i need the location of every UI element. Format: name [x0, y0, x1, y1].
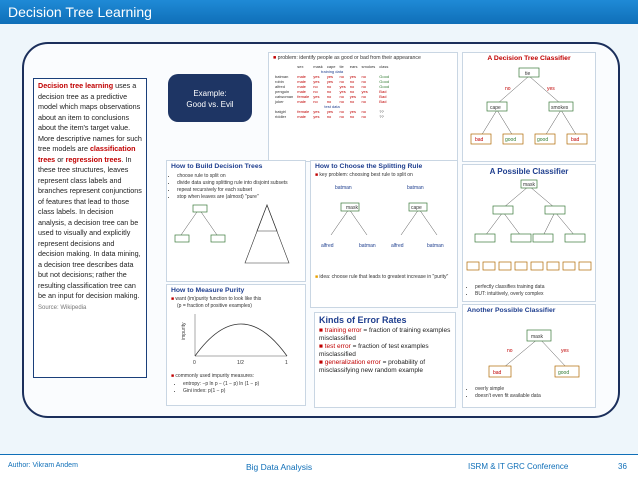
- possible-title: A Possible Classifier: [489, 167, 569, 176]
- purity-want: ■ want (im)purity function to look like this: [171, 296, 262, 302]
- purity-measures: • entropy: −p ln p − (1 − p) ln (1 − p) • Gini index: p(1 − p): [183, 381, 305, 395]
- footer-title: Big Data Analysis: [246, 462, 313, 472]
- purity-ylabel: impurity: [181, 322, 187, 340]
- training-label: training data: [321, 69, 344, 74]
- svg-text:cape: cape: [411, 205, 422, 211]
- svg-text:batman: batman: [427, 243, 444, 249]
- possible-list: • perfectly classifies training data • BUT: intuitively, overly complex: [475, 284, 595, 298]
- svg-text:no: no: [507, 348, 513, 354]
- table-row: joker male no no no no no Bad: [275, 99, 387, 104]
- svg-text:mask: mask: [346, 205, 358, 211]
- svg-text:mask: mask: [531, 334, 543, 340]
- another-card: [462, 304, 596, 408]
- footer-author: Author: Vikram Andem: [8, 462, 78, 469]
- purity-tick: 1: [285, 360, 288, 366]
- svg-text:batman: batman: [335, 185, 352, 191]
- classifier-card: [462, 52, 596, 162]
- build-title: How to Build Decision Trees: [171, 163, 263, 170]
- svg-text:good: good: [558, 370, 570, 376]
- problem-table: [273, 64, 391, 119]
- split-idea: ■ idea: choose rule that leads to greatest increase in "purity": [315, 274, 449, 280]
- svg-text:batman: batman: [407, 185, 424, 191]
- svg-text:no: no: [505, 86, 511, 92]
- table-row: alfred male no no yes no no Good: [275, 84, 390, 89]
- slide-title: Decision Tree Learning: [0, 0, 638, 24]
- purity-card: [166, 284, 306, 406]
- svg-text:yes: yes: [547, 86, 555, 92]
- footer: [0, 454, 638, 480]
- purity-tick: 1/2: [237, 360, 244, 366]
- svg-text:bad: bad: [493, 370, 502, 376]
- description-text: Decision tree learning uses a decision tree as a predictive model which maps observations about an item to conclusions about the item's target value. More descriptive names for such tree models are classification trees or regression trees. In these tree structures, leaves represent class labels and branches represent conjunctions of features that lead to those class labels. In decision analysis, a decision tree can be used to visually and explicitly represent decisions and decision making. In data mining, a decision tree describes data but not decisions; rather the resulting classification tree can be an input for decision making. Source: Wikipedia: [33, 78, 147, 378]
- term-classification-trees: classification trees: [38, 144, 136, 164]
- svg-text:yes: yes: [561, 348, 569, 354]
- purity-graph: [167, 310, 305, 368]
- svg-text:alfred: alfred: [321, 243, 334, 249]
- build-diagram: [167, 201, 305, 273]
- another-list: • overly simple • doesn't even fit available data: [475, 386, 595, 400]
- table-row: catwoman female yes no no yes no Bad: [275, 94, 387, 99]
- split-key: ■ key problem: choosing best rule to split on: [315, 172, 413, 178]
- purity-tick: 0: [193, 360, 196, 366]
- term-regression-trees: regression trees: [65, 154, 122, 164]
- classifier-title: A Decision Tree Classifier: [487, 55, 571, 62]
- test-label: test data: [324, 104, 340, 109]
- split-title: How to Choose the Splitting Rule: [315, 163, 423, 170]
- svg-text:cape: cape: [490, 105, 501, 111]
- term-dt-learning: Decision tree learning: [38, 81, 114, 90]
- purity-p: (p = fraction of positive examples): [177, 303, 252, 309]
- error-title: Kinds of Error Rates: [319, 315, 407, 325]
- build-card: [166, 160, 306, 282]
- table-row: batman male yes yes no yes no Good: [275, 74, 390, 79]
- source-citation: Source: Wikipedia: [38, 304, 87, 311]
- svg-text:mask: mask: [523, 182, 535, 188]
- possible-tree-diagram: [463, 178, 595, 278]
- table-row: riddler male yes no no no no ??: [275, 114, 384, 119]
- table-row: robin male yes yes no no no Good: [275, 79, 390, 84]
- error-item: ■ test error = fraction of test examples misclassified: [319, 343, 429, 358]
- example-line2: Good vs. Evil: [186, 100, 234, 109]
- purity-common: ■ commonly used impurity measures:: [171, 373, 255, 379]
- split-card: [310, 160, 458, 308]
- table-row: batgirl female yes yes no yes no ??: [275, 109, 384, 114]
- error-item: ■ generalization error = probability of misclassifying new random example: [319, 359, 426, 374]
- another-tree-diagram: [463, 316, 595, 380]
- example-callout: [168, 74, 252, 122]
- split-diagram: [311, 179, 457, 269]
- svg-text:batman: batman: [359, 243, 376, 249]
- svg-text:good: good: [537, 137, 549, 143]
- table-header-row: sex mask cape tie ears smokes class: [297, 64, 389, 69]
- problem-title: ■ problem: identify people as good or bad from their appearance: [273, 55, 421, 61]
- error-card: [314, 312, 456, 408]
- another-title: Another Possible Classifier: [467, 307, 556, 314]
- svg-text:tie: tie: [525, 71, 531, 77]
- page-number: 36: [618, 462, 627, 471]
- possible-card: [462, 164, 596, 302]
- svg-text:bad: bad: [571, 137, 580, 143]
- example-line1: Example:: [193, 89, 227, 98]
- svg-text:smokes: smokes: [551, 105, 569, 111]
- table-row: penguin male no no yes no yes Bad: [275, 89, 387, 94]
- error-item: ■ training error = fraction of training examples misclassified: [319, 327, 451, 342]
- problem-card: [268, 52, 458, 162]
- svg-text:alfred: alfred: [391, 243, 404, 249]
- build-list: • choose rule to split on • divide data using splitting rule into disjoint subsets • repeat recursively for each subset • stop when leaves are (almost) "pure": [177, 173, 305, 201]
- svg-text:bad: bad: [475, 137, 484, 143]
- classifier-tree-diagram: [463, 64, 595, 156]
- footer-conference: ISRM & IT GRC Conference: [468, 462, 569, 471]
- purity-title: How to Measure Purity: [171, 287, 245, 294]
- svg-text:good: good: [505, 137, 517, 143]
